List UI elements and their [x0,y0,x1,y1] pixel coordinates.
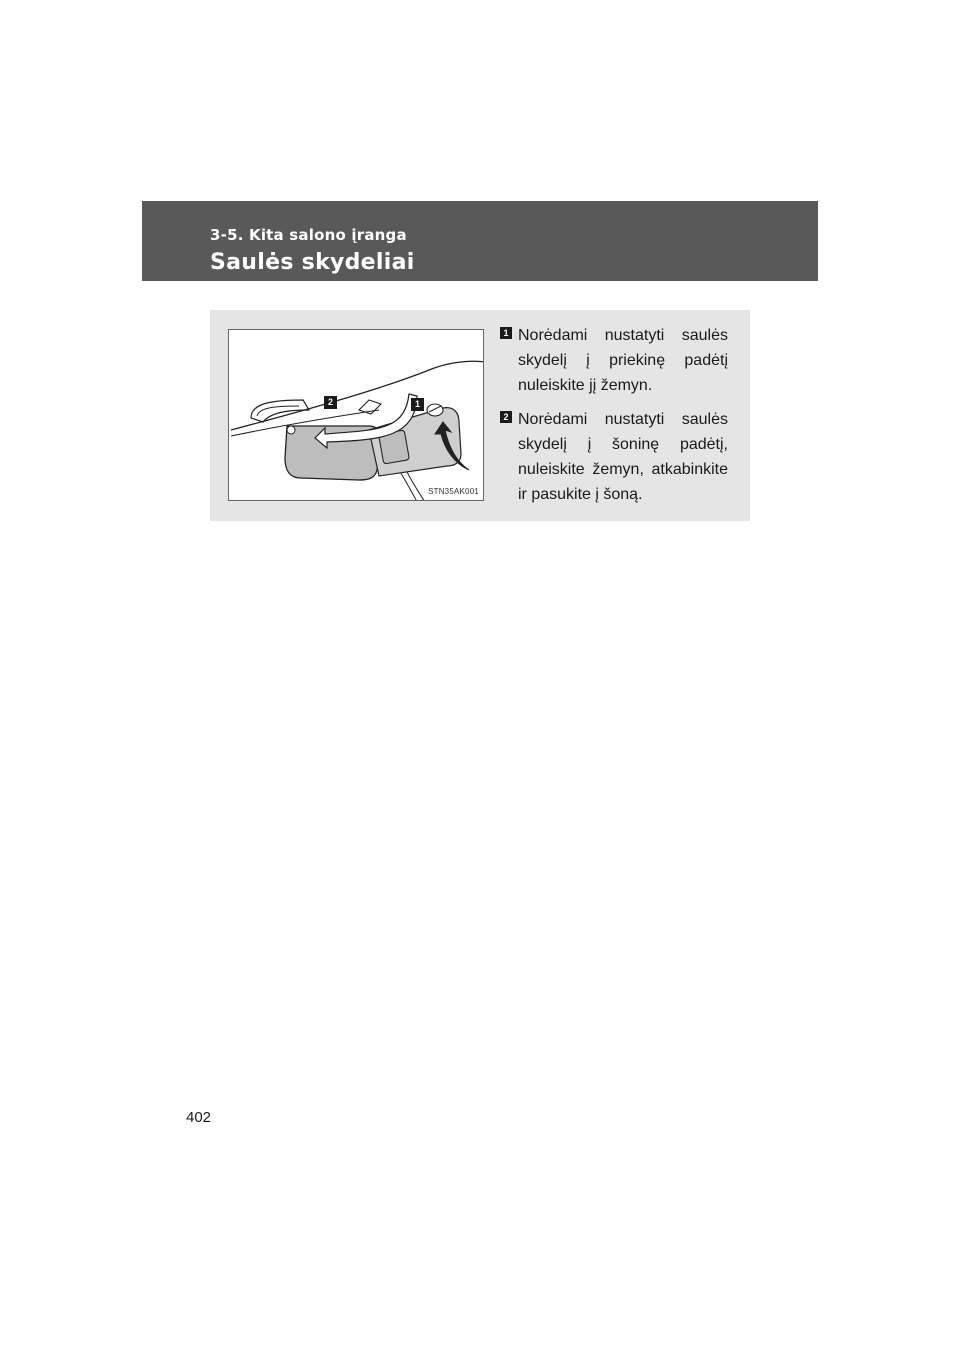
step-number-badge: 2 [500,411,512,423]
step-number-badge: 1 [500,327,512,339]
content-panel [210,310,750,521]
sun-visor-illustration [228,329,484,501]
figure-code: STN35AK001 [428,487,479,496]
marker-1-badge: 1 [411,398,424,411]
marker-2-badge: 2 [324,396,337,409]
step-1 [500,323,728,398]
section-header [142,201,818,281]
step-text: Norėdami nustatyti saulės skydelį į šoninę padėtį, nuleiskite žemyn, atkabinkite ir pasukite į šoną. [518,411,728,503]
page-title: Saulės skydeliai [210,250,415,275]
instruction-steps [500,323,728,516]
page-number: 402 [186,1109,212,1126]
sun-visor-drawing [229,330,484,501]
step-2 [500,407,728,507]
step-text: Norėdami nustatyti saulės skydelį į priekinę padėtį nuleiskite jį žemyn. [518,327,728,394]
section-label: 3-5. Kita salono įranga [210,226,407,244]
